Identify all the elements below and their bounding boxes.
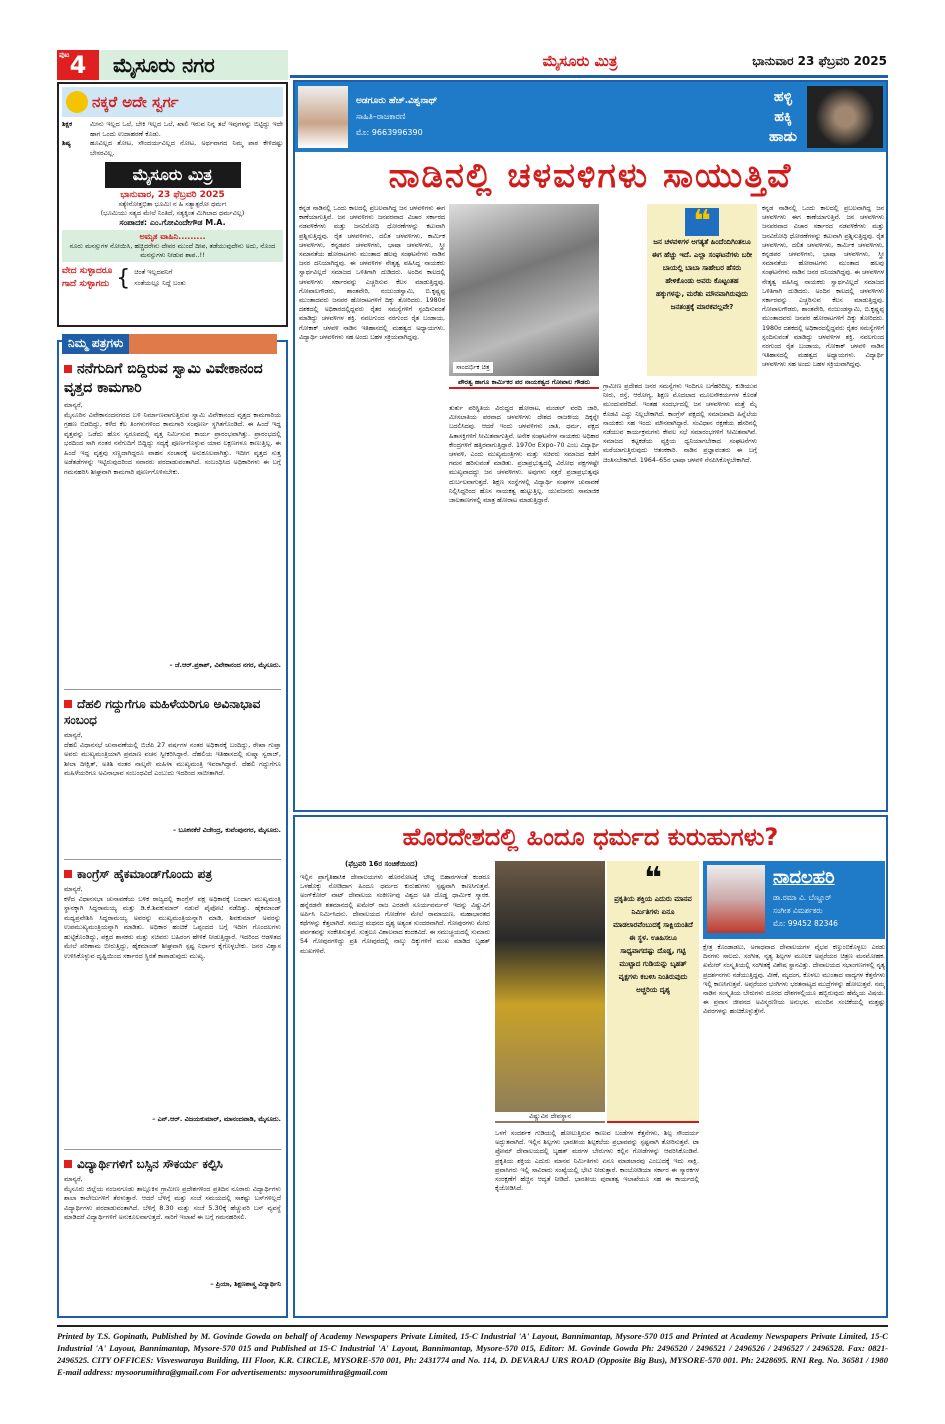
motto-translation: (ಭೂಮಿಯು ಸತ್ಯದ ಮೇಲೆ ನಿಂತಿದೆ, ಸತ್ಯಕ್ಕಿಂತ ಮಿಗಿಲಾದ ಧರ್ಮವಿಲ್ಲ) xyxy=(100,209,245,217)
pull-quote xyxy=(647,204,757,376)
author-name: ಡಾ.ರಮಾ ವಿ. ಬೆಣ್ಣೂರ್ xyxy=(773,893,832,902)
photo-caption: ಪೌರತ್ವ ಹಾಗೂ ಕಾರ್ಮಿಕರ ಪರ ನಾಯಕತ್ವದ ಗೋಪಾಲ ಗೌಡರು xyxy=(449,378,599,389)
letter-title: ಕಾಂಗ್ರೆಸ್ ಹೈಕಮಾಂಡ್‌ಗೊಂದು ಪತ್ರ xyxy=(77,867,213,881)
salutation: ಮಾನ್ಯರೆ, xyxy=(64,401,83,409)
letters-tag xyxy=(62,334,277,354)
author-role: ಸಂಗೀತ ವಿಮರ್ಶಕರು xyxy=(773,906,823,915)
travel-article xyxy=(293,815,888,1318)
article-body xyxy=(295,200,886,808)
page-number xyxy=(57,50,99,80)
temple-photo xyxy=(495,861,605,1123)
bullet-icon xyxy=(64,700,72,708)
masthead-date: ಭಾನುವಾರ, 23 ಫೆಬ್ರವರಿ 2025 xyxy=(120,190,225,200)
salutation: ಮಾನ್ಯರೆ, xyxy=(64,731,83,739)
author-role: ಸಾಹಿತಿ–ರಾಜಕಾರಣಿ xyxy=(356,112,406,121)
article-column: ಕನ್ನಡ ನಾಡಿನಲ್ಲಿ ಒಂದು ಕಾಲದಲ್ಲಿ ಪ್ರಬಲವಾಗಿದ್ದ ಜನ ಚಳವಳಿಗಳು ಈಗ ಕಾಣೆಯಾಗುತ್ತಿವೆ. ಜನ ಚಳವಳಿಗಳು ಜನಪರವಾದ ವಿಚಾರ ಸರ್ಕಾರದ ನಡವಳಿಕೆಗಳು ಮತ್ತು ಜನವಿರೋಧಿ ಧೋರಣೆಗಳನ್ನು ಕಟುವಾಗಿ ಪ್ರಶ್ನಿಸುತ್ತಿದ್ದವು. ರೈತ ಚಳವಳಿಗಳು, ದಲಿತ ಚಳವಳಿಗಳು, ಕಾರ್ಮಿಕ ಚಳವಳಿಗಳು, ಕನ್ನಡಪರ ಚಳವಳಿಗಳು, ಭಾಷಾ ಚಳವಳಿಗಳು, ಸ್ತ್ರೀ ಸಮಾನತೆಯ ಹೋರಾಟಗಳು ಮುಂತಾದ ಹಲವು ಸಂಘಟನೆಗಳು ನಾಡಿನ ಜನರ ದನಿಯಾಗಿದ್ದವು. ಈ ಚಳವಳಿಗಳ ನೇತೃತ್ವ ವಹಿಸಿದ್ದ ನಾಯಕರು ಸ್ವಾರ್ಥವಿಲ್ಲದೆ ಸಮಾಜದ ಒಳಿತಿಗಾಗಿ ದುಡಿದರು. ಅಂದಿನ ಕಾಲದಲ್ಲಿ ಚಳವಳಿಗಳು ಸರ್ಕಾರವನ್ನು ಎಚ್ಚರಿಸುವ ಕೆಲಸ ಮಾಡುತ್ತಿದ್ದವು. ಗೋಪಾಲಗೌಡರು, ಶಾಂತವೇರಿ, ನಂಜುಂಡಸ್ವಾಮಿ, ಬಿ.ಕೃಷ್ಣಪ್ಪ ಮುಂತಾದವರು ಜನಪರ ಹೋರಾಟಗಳಿಗೆ ದಿಕ್ಕು ತೋರಿದರು. 1980ರ ದಶಕದಲ್ಲಿ ಅಧಿಕಾರದಲ್ಲಿದ್ದವರು ರೈತರ ಸಮಸ್ಯೆಗಳಿಗೆ ಸ್ಪಂದಿಸುವಂತೆ ಮಾಡಿದ್ದು ಚಳವಳಿಗಳ ಶಕ್ತಿ. ನವಲಗುಂದ ನರಗುಂದ ರೈತ ಬಂಡಾಯ, ಗೋಕಾಕ್ ಚಳವಳಿ ನಾಡಿನ ಇತಿಹಾಸದಲ್ಲಿ ಮಹತ್ವದ ಅಧ್ಯಾಯಗಳು. ವಿದ್ಯಾರ್ಥಿ ಚಳವಳಿಗಳು ಸಹ ಅಂದು ಬಹಳ ಸಕ್ರಿಯವಾಗಿದ್ದವು. xyxy=(299,205,445,341)
letter-signature: – ಬೂಕನಕೆರೆ ವಿಜೇಂದ್ರ, ಕುವೆಂಪುನಗರ, ಮೈಸೂರು. xyxy=(172,825,281,834)
bird-photo xyxy=(807,86,883,148)
letter-signature: – ಎನ್.ಆರ್. ವಿಜಯಕುಮಾರ್, ಮಾನಂದವಾಡಿ, ಮೈಸೂರು. xyxy=(152,1114,281,1123)
salutation: ಮಾನ್ಯರೆ, xyxy=(64,1175,83,1183)
author-photo xyxy=(298,86,348,148)
proverb-line: ಸಂತೆಯಲ್ಲೂ ನಿದ್ದೆ ಬಂತು xyxy=(134,279,186,287)
issue-date: ಭಾನುವಾರ 23 ಫೆಬ್ರವರಿ 2025 xyxy=(752,54,887,68)
bullet-icon xyxy=(64,1160,72,1168)
article-column: ಕ್ಷೇತ್ರ ಕೊಂಡಾಡಲು, ಅಗಾಧವಾದ ದೇವಾಲಯಗಳ ವೈಭವ ಕಣ್ತುಂಬಿಕೊಳ್ಳಲು ಎರಡು ದಿನಗಳು ಸಾಲದು. ಸಂಗೀತ, ನೃತ್ಯ ಶಿಲ್ಪಗಳ ಮೂಲಕ ಅಪ್ಸರೆಯರ ಚಿತ್ರಣ ಮನಮೋಹಕ. ಖಮೇರ್ ಸಂಸ್ಕೃತಿಯಲ್ಲಿ ಸಂಗೀತಕ್ಕೆ ವಿಶೇಷ ಸ್ಥಾನವಿತ್ತು. ದೇವಾಲಯದ ಸಭಾಂಗಣಗಳಲ್ಲಿ ನೃತ್ಯ ಪ್ರದರ್ಶನಗಳು ನಡೆಯುತ್ತಿದ್ದವು. ವೀಣೆ, ಮೃದಂಗ, ಕೊಳಲು ಮುಂತಾದ ವಾದ್ಯಗಳ ಕೆತ್ತನೆಗಳು ಇಲ್ಲಿ ಕಾಣಸಿಗುತ್ತವೆ. ಅಪ್ಸರೆಯರ ಭಂಗಿಗಳು ಭರತನಾಟ್ಯದ ಮುದ್ರೆಗಳನ್ನು ಹೋಲುತ್ತವೆ. ನಮ್ಮ ನಾಡಿನ ಸಂಸ್ಕೃತಿಯ ಬೇರುಗಳು ದೂರದ ದೇಶಗಳಲ್ಲಿಯೂ ಹಬ್ಬಿರುವುದು ಹೆಮ್ಮೆಯ ವಿಷಯ. ಈ ಪ್ರವಾಸ ಜೀವನದ ಅವಿಸ್ಮರಣೀಯ ಅನುಭವ. ಮುಂದಿನ ಸಂಚಿಕೆಯಲ್ಲಿ ಮತ್ತಷ್ಟು ವಿವರಗಳನ್ನು ಹಂಚಿಕೊಳ್ಳುತ್ತೇನೆ. xyxy=(703,944,885,1016)
letter xyxy=(64,1149,281,1314)
humor-line xyxy=(62,120,283,139)
headline: ಹೊರದೇಶದಲ್ಲಿ ಹಿಂದೂ ಧರ್ಮದ ಕುರುಹುಗಳು? xyxy=(402,823,779,851)
letter-body: ಕಳೆದ ವಿಧಾನಸಭಾ ಚುನಾವಣೆಯ ಬಳಿಕ ರಾಜ್ಯದಲ್ಲಿ ಕಾಂಗ್ರೆಸ್ ಪಕ್ಷ ಅಧಿಕಾರಕ್ಕೆ ಬಂದಾಗ ಮುಖ್ಯಮಂತ್ರಿ ಸ್ಥಾನಕ್ಕಾಗಿ ಸಿದ್ದರಾಮಯ್ಯ ಮತ್ತು ಡಿ.ಕೆ.ಶಿವಕುಮಾರ್ ನಡುವೆ ಪೈಪೋಟಿ ನಡೆದಿತ್ತು. ಹೈಕಮಾಂಡ್ ಮಧ್ಯಪ್ರವೇಶಿಸಿ ಸಿದ್ದರಾಮಯ್ಯ ಅವರನ್ನು ಮುಖ್ಯಮಂತ್ರಿಯನ್ನಾಗಿ ಮಾಡಿ, ಶಿವಕುಮಾರ್ ಅವರನ್ನು ಉಪಮುಖ್ಯಮಂತ್ರಿಯನ್ನಾಗಿ ಮಾಡಿತು. ಅಧಿಕಾರ ಹಂಚಿಕೆ ಒಪ್ಪಂದದ ಬಗ್ಗೆ ಇದೀಗ ಗೊಂದಲಗಳು ಹುಟ್ಟಿಕೊಂಡಿದ್ದು, ಪಕ್ಷದ ಶಾಸಕರು ಮತ್ತು ಸಚಿವರು ಬಹಿರಂಗ ಹೇಳಿಕೆ ನೀಡುತ್ತಿದ್ದಾರೆ. ಇದರಿಂದ ಆಡಳಿತದ ಮೇಲೆ ಪರಿಣಾಮ ಬೀರುತ್ತಿದ್ದು, ಹೈಕಮಾಂಡ್ ಶೀಘ್ರವಾಗಿ ಸ್ಪಷ್ಟ ನಿರ್ಧಾರ ಕೈಗೊಳ್ಳಬೇಕು. ಜನರ ವಿಶ್ವಾಸ ಉಳಿಸಿಕೊಳ್ಳುವ ದೃಷ್ಟಿಯಿಂದ ಸರ್ಕಾರದ ಸ್ಥಿರತೆ ಕಾಪಾಡುವುದು ಮುಖ್ಯ. xyxy=(64,894,281,960)
header-rule xyxy=(290,75,888,78)
quote-icon: ❝ xyxy=(644,861,662,896)
letter-signature: – ಜೆ.ಆರ್.ಪ್ರಕಾಶ್, ವಿವೇಕಾನಂದ ನಗರ, ಮೈಸೂರು. xyxy=(169,660,281,669)
humor-header xyxy=(62,87,283,117)
column-title-word: ಹಾಡು xyxy=(768,129,797,145)
laughing-face-icon xyxy=(66,91,88,113)
column-title: ನಾದಲಹರಿ xyxy=(773,867,835,888)
column-title xyxy=(769,87,797,147)
kicker: (ಫೆಬ್ರವರಿ 16ರ ಸಂಚಿಕೆಯಿಂದ) xyxy=(345,860,418,868)
bullet-icon xyxy=(64,870,72,878)
speaker: ಶಿಕ್ಷಕ xyxy=(62,120,73,128)
pull-quote xyxy=(607,861,699,1123)
photo-tag: ಸಾಂದರ್ಭಿಕ ಚಿತ್ರ xyxy=(453,362,493,373)
letter-body: ದೆಹಲಿ ವಿಧಾನಸಭೆ ಚುನಾವಣೆಯಲ್ಲಿ ಬಿಜೆಪಿ 27 ವರ್ಷಗಳ ನಂತರ ಅಧಿಕಾರಕ್ಕೆ ಬಂದಿದ್ದು, ರೇಖಾ ಗುಪ್ತಾ ಅವರು ಮುಖ್ಯಮಂತ್ರಿಯಾಗಿ ಪ್ರಮಾಣ ವಚನ ಸ್ವೀಕರಿಸಿದ್ದಾರೆ. ದೆಹಲಿಯ ಇತಿಹಾಸದಲ್ಲಿ ಸುಷ್ಮಾ ಸ್ವರಾಜ್, ಶೀಲಾ ದೀಕ್ಷಿತ್, ಅತಿಶಿ ನಂತರ ನಾಲ್ಕನೇ ಮಹಿಳಾ ಮುಖ್ಯಮಂತ್ರಿ ಇವರಾಗಿದ್ದಾರೆ. ದೆಹಲಿ ಗದ್ದುಗೆಗೂ ಮಹಿಳೆಯರಿಗೂ ಅವಿನಾಭಾವ ಸಂಬಂಧವಿದೆ ಎಂಬುದು ಇದರಿಂದ ಸಾಬೀತಾಗಿದೆ. xyxy=(64,740,281,777)
letter-title: ನನೆಗುದಿಗೆ ಬಿದ್ದಿರುವ ಸ್ವಾಮಿ ವಿವೇಕಾನಂದ ವೃತ್ತದ ಕಾಮಗಾರಿ xyxy=(64,361,263,396)
column-title-word: ಹಳ್ಳಿ xyxy=(773,89,793,105)
editor-line: ಸಂಪಾದಕ: ಎಂ.ಗೋವಿಂದೇಗೌಡ M.A. xyxy=(119,218,226,227)
letter-title: ದೆಹಲಿ ಗದ್ದುಗೆಗೂ ಮಹಿಳೆಯರಿಗೂ ಅವಿನಾಭಾವ ಸಂಬಂಧ xyxy=(64,697,261,727)
quote-icon: ❝ xyxy=(685,208,719,236)
letters-tag-label: ನಿಮ್ಮ ಪತ್ರಗಳು xyxy=(62,334,129,354)
article-column: ತುರ್ತು ಪರಿಸ್ಥಿತಿಯ ವಿರುದ್ಧದ ಹೋರಾಟ, ಮಂಡಲ್ ವರದಿ ಜಾರಿ, ಮೀಸಲಾತಿಯ ಪರವಾದ ಚಳವಳಿಗಳು ದೇಶದ ರಾಜಕೀಯ ದಿಕ್ಕನ್ನೇ ಬದಲಿಸಿದವು. ಆದರೆ ಇಂದು ಚಳವಳಿಗಳು ಜಾತಿ, ಧರ್ಮ, ಪಕ್ಷದ ಹಿತಾಸಕ್ತಿಗಳಿಗೆ ಸೀಮಿತವಾಗುತ್ತಿವೆ. ಅನೇಕ ಸಂಘಟನೆಗಳ ನಾಯಕರು ಅಧಿಕಾರ ಕೇಂದ್ರಗಳಿಗೆ ಹತ್ತಿರವಾಗುತ್ತಿದ್ದಾರೆ. 1970ರ Expo–70 ಎಂಬ ವಿದ್ಯಾರ್ಥಿ ಚಳವಳಿ, ಎಂದು ಮುಖ್ಯಮಂತ್ರಿಗಳು ಮತ್ತು ಸಚಿವರು ಸಮಾಜದ ಕಡೆಗೆ ಗಮನ ಹರಿಸುವಂತೆ ಮಾಡಿತು. ಪ್ರಜಾಪ್ರಭುತ್ವದಲ್ಲಿ ವಿರೋಧ ಪಕ್ಷಗಳಷ್ಟೇ ಮುಖ್ಯವಾದದ್ದು ಜನ ಚಳವಳಿಗಳು. ಅವುಗಳು ಸತ್ತರೆ ಪ್ರಜಾಪ್ರಭುತ್ವವೂ ದುರ್ಬಲವಾಗುತ್ತದೆ. ಶಿಕ್ಷಣ ಸಂಸ್ಥೆಗಳಲ್ಲಿ ವಿದ್ಯಾರ್ಥಿ ಸಂಘಗಳ ಚುನಾವಣೆ ನಿಲ್ಲಿಸಿದ್ದರಿಂದ ಹೊಸ ನಾಯಕತ್ವ ಹುಟ್ಟುತ್ತಿಲ್ಲ. ಯುವಜನರು ಸಾಮಾಜಿಕ ಜಾಲತಾಣಗಳಲ್ಲಿ ಮಾತ್ರ ಹೋರಾಟ ಮಾಡುತ್ತಿದ್ದಾರೆ. xyxy=(449,405,599,505)
letters-section xyxy=(57,336,288,1318)
letter xyxy=(64,859,281,1149)
nadalahari-banner xyxy=(703,861,885,939)
masthead: ಮೈಸೂರು ಮಿತ್ರ xyxy=(542,52,618,70)
letter-body: ಮೈಸೂರಿನ ವಿವೇಕಾನಂದನಗರದ ಬಳಿ ನಿರ್ಮಾಣವಾಗುತ್ತಿರುವ ಸ್ವಾಮಿ ವಿವೇಕಾನಂದ ವೃತ್ತದ ಕಾಮಗಾರಿಯ ಗ್ರಹಣ ಬಿಡದಿದ್ದು, ಕಳೆದ ಕೆಲ ತಿಂಗಳುಗಳಿಂದ ಕಾಮಗಾರಿ ಸಂಪೂರ್ಣ ಸ್ಥಗಿತಗೊಂಡಿದೆ. ಈ ಹಿಂದೆ ಇದ್ದ ವೃತ್ತವನ್ನು ಒಡೆದು ಹೊಸ ಸ್ವರೂಪದಲ್ಲಿ ವೃತ್ತ ನಿರ್ಮಿಸುವ ಕಾರ್ಯ ಪ್ರಾರಂಭವಾಗಿತ್ತು. ಪ್ರಾರಂಭದಲ್ಲಿ ಭರದಿಂದ ಸಾಗಿ ನಂತರ ನನೆಗುದಿಗೆ ಬಿದ್ದಿದ್ದು ಸದ್ಯಕ್ಕೆ ಪೂರ್ಣಗೊಳ್ಳುವ ಯಾವ ಲಕ್ಷಣಗಳೂ ಕಾಣುತ್ತಿಲ್ಲ. ಈ ಹಿಂದೆ ಇದ್ದ ವೃತ್ತವು ಸಣ್ಣದಾಗಿದ್ದರೂ ವಾಹನ ಸಂಚಾರಕ್ಕೆ ಅನುಕೂಲವಾಗಿತ್ತು. ಇದೀಗ ವೃತ್ತದ ಸುತ್ತ ಅಡೆತಡೆಗಳನ್ನು ಇಟ್ಟಿರುವುದರಿಂದ ಸವಾರರು ಪರದಾಡುವಂತಾಗಿದೆ. ಸಂಬಂಧಿಸಿದ ಅಧಿಕಾರಿಗಳು ಈ ಬಗ್ಗೆ ಗಮನಹರಿಸಿ ಶೀಘ್ರವಾಗಿ ಕಾಮಗಾರಿ ಪೂರ್ಣಗೊಳಿಸಬೇಕು. xyxy=(64,410,281,476)
humor-text: ಹೂವಿಲ್ಲದ ತೋಟ, ಸೌಂದರ್ಯವಿಲ್ಲದ ನೋಟ, ಅರ್ಥವಾಗದ ನಿಮ್ಮ ಪಾಠ ಕೇಳಿದಷ್ಟು ಬೇಸರವಿಲ್ಲ. xyxy=(90,139,283,157)
proverb-line: ಚಿಂತೆ ಇಲ್ಲದವನಿಗೆ xyxy=(134,268,173,276)
letter xyxy=(64,354,281,689)
author-name: ಅಡಗೂರು ಹೆಚ್.ವಿಶ್ವನಾಥ್ xyxy=(356,96,438,106)
proverb-line: ಗಾದೆ ಸುಳ್ಳಾಗದು xyxy=(62,279,110,289)
brace: { xyxy=(116,265,131,291)
author-photo xyxy=(707,865,765,933)
section-title: ಮೈಸೂರು ನಗರ xyxy=(113,53,215,77)
humor-line xyxy=(62,139,283,158)
amrita-text: ನೂರು ಮನಸ್ಸುಗಳ ನೋಯಿಸಿ, ಹಚ್ಚಿದರೇನು ದೇವರ ಮುಂದೆ ದೀಪ, ತಡೆಯುವುದೇನು ಅದು, ನೊಂದ ಮನಸ್ಸುಗಳು ನೀಡುವ ಶಾಪ..!! xyxy=(69,242,276,259)
proverb xyxy=(62,265,283,291)
author-phone: ಮೊ: 99452 82346 xyxy=(773,919,838,928)
headline: ನಾಡಿನಲ್ಲಿ ಚಳವಳಿಗಳು ಸಾಯುತ್ತಿವೆ xyxy=(388,156,793,196)
salutation: ಮಾನ್ಯರೆ, xyxy=(64,885,83,893)
quote-text: ಜನ ಚಳವಳಿಗಳ ಅಗತ್ಯತೆ ಹಿಂದೆಂದಿಗಿಂತಲೂ ಈಗ ಹೆಚ್ಚು ಇದೆ. ಎಲ್ಲಾ ಸಂಘಟನೆಗಳು ಬರೀ ಬಾಯಲ್ಲಿ ಬಾಬಾ ಸಾಹೇಬರ ಹೆಸರು ಹೇಳಿಕೊಂಡು ಅವರು ಕೊಟ್ಟಂತಹ ಹಕ್ಕುಗಳನ್ನು, ಮರೆತು ಮೌನವಾಗಿರುವುದು ಜನತಂತ್ರಕ್ಕೆ ಮಾರಕವಲ್ಲವೇ? xyxy=(651,238,753,311)
article-column: ಕನ್ನಡ ನಾಡಿನಲ್ಲಿ ಒಂದು ಕಾಲದಲ್ಲಿ ಪ್ರಬಲವಾಗಿದ್ದ ಜನ ಚಳವಳಿಗಳು ಈಗ ಕಾಣೆಯಾಗುತ್ತಿವೆ. ಜನ ಚಳವಳಿಗಳು ಜನಪರವಾದ ವಿಚಾರ ಸರ್ಕಾರದ ನಡವಳಿಕೆಗಳು ಮತ್ತು ಜನವಿರೋಧಿ ಧೋರಣೆಗಳನ್ನು ಕಟುವಾಗಿ ಪ್ರಶ್ನಿಸುತ್ತಿದ್ದವು. ರೈತ ಚಳವಳಿಗಳು, ದಲಿತ ಚಳವಳಿಗಳು, ಕಾರ್ಮಿಕ ಚಳವಳಿಗಳು, ಕನ್ನಡಪರ ಚಳವಳಿಗಳು, ಭಾಷಾ ಚಳವಳಿಗಳು, ಸ್ತ್ರೀ ಸಮಾನತೆಯ ಹೋರಾಟಗಳು ಮುಂತಾದ ಹಲವು ಸಂಘಟನೆಗಳು ನಾಡಿನ ಜನರ ದನಿಯಾಗಿದ್ದವು. ಈ ಚಳವಳಿಗಳ ನೇತೃತ್ವ ವಹಿಸಿದ್ದ ನಾಯಕರು ಸ್ವಾರ್ಥವಿಲ್ಲದೆ ಸಮಾಜದ ಒಳಿತಿಗಾಗಿ ದುಡಿದರು. ಅಂದಿನ ಕಾಲದಲ್ಲಿ ಚಳವಳಿಗಳು ಸರ್ಕಾರವನ್ನು ಎಚ್ಚರಿಸುವ ಕೆಲಸ ಮಾಡುತ್ತಿದ್ದವು. ಗೋಪಾಲಗೌಡರು, ಶಾಂತವೇರಿ, ನಂಜುಂಡಸ್ವಾಮಿ, ಬಿ.ಕೃಷ್ಣಪ್ಪ ಮುಂತಾದವರು ಜನಪರ ಹೋರಾಟಗಳಿಗೆ ದಿಕ್ಕು ತೋರಿದರು. 1980ರ ದಶಕದಲ್ಲಿ ಅಧಿಕಾರದಲ್ಲಿದ್ದವರು ರೈತರ ಸಮಸ್ಯೆಗಳಿಗೆ ಸ್ಪಂದಿಸುವಂತೆ ಮಾಡಿದ್ದು ಚಳವಳಿಗಳ ಶಕ್ತಿ. ನವಲಗುಂದ ನರಗುಂದ ರೈತ ಬಂಡಾಯ, ಗೋಕಾಕ್ ಚಳವಳಿ ನಾಡಿನ ಇತಿಹಾಸದಲ್ಲಿ ಮಹತ್ವದ ಅಧ್ಯಾಯಗಳು. ವಿದ್ಯಾರ್ಥಿ ಚಳವಳಿಗಳು ಸಹ ಅಂದು ಬಹಳ ಸಕ್ರಿಯವಾಗಿದ್ದವು. xyxy=(762,205,884,369)
motto: ಸತ್ಯೇನೋತ್ತಭಿತಾ ಭೂಮಿಃ ನ ಹಿ ಸತ್ಯಾತ್ಪರೋ ಧರ್ಮಃ xyxy=(118,200,227,208)
humor-box xyxy=(57,82,288,327)
article-column: ಗ್ರಾಮೀಣ ಪ್ರದೇಶದ ಜನರ ಸಮಸ್ಯೆಗಳು ಇಂದಿಗೂ ಬಗೆಹರಿದಿಲ್ಲ. ಕುಡಿಯುವ ನೀರು, ರಸ್ತೆ, ಆರೋಗ್ಯ, ಶಿಕ್ಷಣ ಮೊದಲಾದ ಮೂಲಸೌಕರ್ಯಗಳ ಕೊರತೆ ಮುಂದುವರೆದಿದೆ. ಇಂತಹ ಸಂದರ್ಭದಲ್ಲಿ ಜನ ಚಳವಳಿಗಳು ಮತ್ತೆ ಮೈ ಕೊಡವಿ ಎದ್ದು ನಿಲ್ಲಬೇಕಾಗಿದೆ. ಕಾಂಗ್ರೆಸ್ ಪಕ್ಷದಲ್ಲಿ ಸಮಾಜವಾದಿ ಹಿನ್ನೆಲೆಯ ನಾಯಕರು ಸಹ ಇಂದು ಮೌನವಾಗಿದ್ದಾರೆ. ಸಂವಿಧಾನ ರಕ್ಷಣೆಯ ಹೆಸರಿನಲ್ಲಿ ನಡೆಯುವ ಕಾರ್ಯಕ್ರಮಗಳು ಕೇವಲ ಸಭೆ ಸಮಾರಂಭಗಳಿಗೆ ಸೀಮಿತವಾಗಿವೆ. ಸಮಾಜದ ಕಟ್ಟಕಡೆಯ ವ್ಯಕ್ತಿಯ ಧ್ವನಿಯಾಗಬೇಕಾದ ಸಂಘಟನೆಗಳು ಮರೆಯಾಗುತ್ತಿರುವುದು ಆತಂಕಕಾರಿ. ನಾಡಿನ ಪ್ರಜ್ಞಾವಂತರು ಈ ಬಗ್ಗೆ ಚಿಂತಿಸಬೇಕಾಗಿದೆ. 1964–65ರ ಭಾಷಾ ಚಳವಳಿ ನೆನಪಿಸಿಕೊಳ್ಳಬೇಕಾಗಿದೆ. xyxy=(603,383,757,464)
letter-body: ಮೈಸೂರು ಜಿಲ್ಲೆಯ ನಂಜನಗೂಡು ತಾಲ್ಲೂಕಿನ ಗ್ರಾಮೀಣ ಪ್ರದೇಶಗಳಿಂದ ಪ್ರತಿದಿನ ನೂರಾರು ವಿದ್ಯಾರ್ಥಿಗಳು ಶಾಲಾ ಕಾಲೇಜುಗಳಿಗೆ ತೆರಳುತ್ತಾರೆ. ಆದರೆ ಬೆಳಿಗ್ಗೆ ಮತ್ತು ಸಂಜೆ ಸಮಯದಲ್ಲಿ ಸಾಕಷ್ಟು ಬಸ್‌ಗಳಿಲ್ಲದೆ ವಿದ್ಯಾರ್ಥಿಗಳು ಪರದಾಡುವಂತಾಗಿದೆ. ಬೆಳಿಗ್ಗೆ 8.30 ಮತ್ತು ಸಂಜೆ 5.30ಕ್ಕೆ ಹೆಚ್ಚುವರಿ ಬಸ್ ವ್ಯವಸ್ಥೆ ಮಾಡಿದರೆ ವಿದ್ಯಾರ್ಥಿಗಳಿಗೆ ಅನುಕೂಲವಾಗುತ್ತದೆ. ಸಾರಿಗೆ ಇಲಾಖೆ ಈ ಬಗ್ಗೆ ಗಮನಹರಿಸಲಿ. xyxy=(64,1184,281,1221)
masthead-block: ಮೈಸೂರು ಮಿತ್ರ xyxy=(105,162,241,188)
imprint-footer: Printed by T.S. Gopinath, Published by M. Govinde Gowda on behalf of Academy Newspapers Private Limited, 15-C Industrial 'A' Layout, Bannimantap, Mysore-570 015 and Printed at Academy Newspapers Private Limited, 15-C Industrial 'A' Layout, Bannimantap, Mysore-570 015 and Published at 15-C Industrial 'A' Layout, Bannimantap, Mysore-570 015, Editor: M. Govinde Gowda Ph: 2496520 / 2496521 / 2496526 / 2496527 / 2496528. Fax: 0821-2496525. CITY OFFICES: Visveswaraya Building, III Floor, K.R. CIRCLE, MYSORE-570 001, Ph: 2431774 and No. 114, D. DEVARAJ URS ROAD (Opposite Big Bus), MYSORE-570 001. Ph: 2428695. RNI Reg. No. 36581 / 1980 E-mail address: mysoorumithra@gmail.com For advertisements: mysoorumithra@gmail.com xyxy=(57,1325,888,1378)
author-banner xyxy=(295,82,886,152)
bullet-icon xyxy=(64,365,72,373)
letter xyxy=(64,689,281,859)
movement-photo xyxy=(449,204,599,376)
humor-title: ನಕ್ಕರೆ ಅದೇ ಸ್ವರ್ಗ xyxy=(92,93,179,111)
page-label: ಪುಟ xyxy=(59,51,70,59)
quote-text: ಪ್ರಕೃತಿಯ ಶಕ್ತಿಯ ಎದುರು ಮಾನವ ನಿರ್ಮಿತಿಗಳು ಏನೂ ಮಾಡಲಾರವೆಂಬುದಕ್ಕೆ ಸಾಕ್ಷಿಯಂತಿದೆ ಈ ಸ್ಥಳ. ಊಹಿಸಲೂ ಸಾಧ್ಯವಾಗದಷ್ಟು ದೊಡ್ಡ, ಗಟ್ಟಿ ಮುಟ್ಟಾದ ಗುಡಿಯನ್ನು ಬೃಹತ್ ವೃಕ್ಷಗಳು ಕಬಳಿಸಿ ನಿಂತಿರುವುದು ಅಚ್ಚರಿಯ ದೃಶ್ಯ xyxy=(613,895,693,994)
column-title-word: ಹಕ್ಕಿ xyxy=(774,109,792,125)
tag-bar xyxy=(129,334,277,354)
author-phone: ಮೊ: 9663996390 xyxy=(356,128,423,137)
letter-signature: – ಪ್ರಿಯಾ, ಶಿಕ್ಷಣಶಾಸ್ತ್ರ ವಿದ್ಯಾರ್ಥಿನಿ xyxy=(210,1279,281,1288)
amrita-title: ಅಮೃತ ವಾಹಿನಿ......... xyxy=(139,232,206,241)
photo-caption: ವಿಷ್ಣುವಿನ ದೇವಸ್ಥಾನ xyxy=(495,1112,605,1121)
page-number-value: 4 xyxy=(69,51,87,79)
main-article xyxy=(293,80,888,812)
article-column: ಇಲ್ಲಿನ ಪ್ರಾಗೈತಿಹಾಸಿಕ ದೇವಾಲಯಗಳು ಹೊರನೋಟಕ್ಕೆ ಬೌದ್ಧ ಬಿಹಾರಗಳಂತೆ ಕಂಡರೂ ಒಳಹೊಕ್ಕು ನೋಡಿದಾಗ ಹಿಂದೂ ಧರ್ಮದ ಕುರುಹುಗಳು ಸ್ಪಷ್ಟವಾಗಿ ಕಾಣಸಿಗುತ್ತವೆ. ಅಂಗ್‌ಕೋರ್ ವಾಟ್ ದೇವಾಲಯ ಸಂಕೀರ್ಣವು ವಿಶ್ವದ ಅತಿ ದೊಡ್ಡ ಧಾರ್ಮಿಕ ಸ್ಮಾರಕ. ಹನ್ನೆರಡನೇ ಶತಮಾನದಲ್ಲಿ ಖಮೇರ್ ರಾಜ ಎರಡನೇ ಸೂರ್ಯವರ್ಮನ್ ಇದನ್ನು ವಿಷ್ಣುವಿಗೆ ಅರ್ಪಿಸಿ ನಿರ್ಮಿಸಿದನು. ದೇವಾಲಯದ ಗೋಡೆಗಳ ಮೇಲೆ ರಾಮಾಯಣ, ಮಹಾಭಾರತದ ಕಥೆಗಳನ್ನು ಕೆತ್ತಲಾಗಿದೆ. ಸಮುದ್ರ ಮಥನದ ದೃಶ್ಯ ಅತ್ಯಂತ ಸುಂದರವಾಗಿದೆ. ಗೋಪುರಗಳು ಮೇರು ಪರ್ವತವನ್ನು ಸಂಕೇತಿಸುತ್ತವೆ. ಸುತ್ತಲೂ ವಿಶಾಲವಾದ ಕಂದಕವಿದೆ. ಈ ಸಮುಚ್ಚಯದಲ್ಲಿ ಸುಮಾರು 54 ಗೋಪುರಗಳಿದ್ದು ಪ್ರತಿ ಗೋಪುರದಲ್ಲಿ ನಾಲ್ಕು ದಿಕ್ಕುಗಳಿಗೆ ಮುಖ ಮಾಡಿದ ಬೃಹತ್ ಮುಖಗಳಿವೆ. xyxy=(300,874,490,955)
amrita-box xyxy=(62,230,283,262)
article-column: ಒಳಗೆ ಸಂದರ್ಶಕ ಗುಡಿಯಲ್ಲಿ ಹೋಲುತ್ತಿರುವ ಕಾಣುವ ಬಂಡೆಗಳ ಕೆತ್ತನೆಗಳು, ಶಿಲ್ಪ ಸೌಂದರ್ಯ ಅದ್ಭುತವಾಗಿದೆ. ಇಲ್ಲಿನ ಶಿಲ್ಪಗಳು ಭಾರತೀಯ ಶಿಲ್ಪಕಲೆಯ ಪ್ರಭಾವವನ್ನು ಸ್ಪಷ್ಟವಾಗಿ ತೋರಿಸುತ್ತವೆ. ಟಾ ಪ್ರೋಮ್ ದೇವಾಲಯದಲ್ಲಿ ಬೃಹತ್ ಮರಗಳ ಬೇರುಗಳು ಕಲ್ಲಿನ ಗೋಡೆಗಳನ್ನು ಆವರಿಸಿಕೊಂಡಿವೆ. ಪ್ರಕೃತಿಯ ಶಕ್ತಿಯ ಎದುರು ಮಾನವ ನಿರ್ಮಿತಿಗಳು ಏನೂ ಮಾಡಲಾರವು ಎಂಬುದಕ್ಕೆ ಇದು ಸಾಕ್ಷಿ. ಪ್ರವಾಸಿಗರು ಇಲ್ಲಿ ಸಾವಿರಾರು ಸಂಖ್ಯೆಯಲ್ಲಿ ಭೇಟಿ ನೀಡುತ್ತಾರೆ. ಕಾಂಬೋಡಿಯಾ ಸರ್ಕಾರ ಈ ಸ್ಮಾರಕಗಳ ಸಂರಕ್ಷಣೆಗೆ ಹೆಚ್ಚಿನ ಆದ್ಯತೆ ನೀಡಿದೆ. ಭಾರತೀಯ ಪುರಾತತ್ವ ಇಲಾಖೆಯೂ ಸಹ ಈ ಕಾರ್ಯದಲ್ಲಿ ಕೈಜೋಡಿಸಿದೆ. xyxy=(495,1130,699,1193)
humor-text: ಮೀನು ಇಲ್ಲದ ಒಲೆ, ಬೇಕಿ ಇಲ್ಲದ ಒಲೆ, ಖಾಲಿ ಇರುವ ನಿನ್ನ ತಲೆ ಇವುಗಳನ್ನು ಬಿಟ್ಟಿದ್ದು ಇದೇ ಹಾಗ ಒಂದು ಉದಾಹರಣೆ ಕೊಡು. xyxy=(90,120,283,138)
speaker: ಶಿಷ್ಯ xyxy=(62,139,71,147)
page-section-label xyxy=(57,50,288,80)
letter-title: ವಿದ್ಯಾರ್ಥಿಗಳಿಗೆ ಬಸ್ಸಿನ ಸೌಕರ್ಯ ಕಲ್ಪಿಸಿ xyxy=(77,1157,223,1171)
proverb-line: ವೇದ ಸುಳ್ಳಾದರೂ xyxy=(62,266,113,276)
